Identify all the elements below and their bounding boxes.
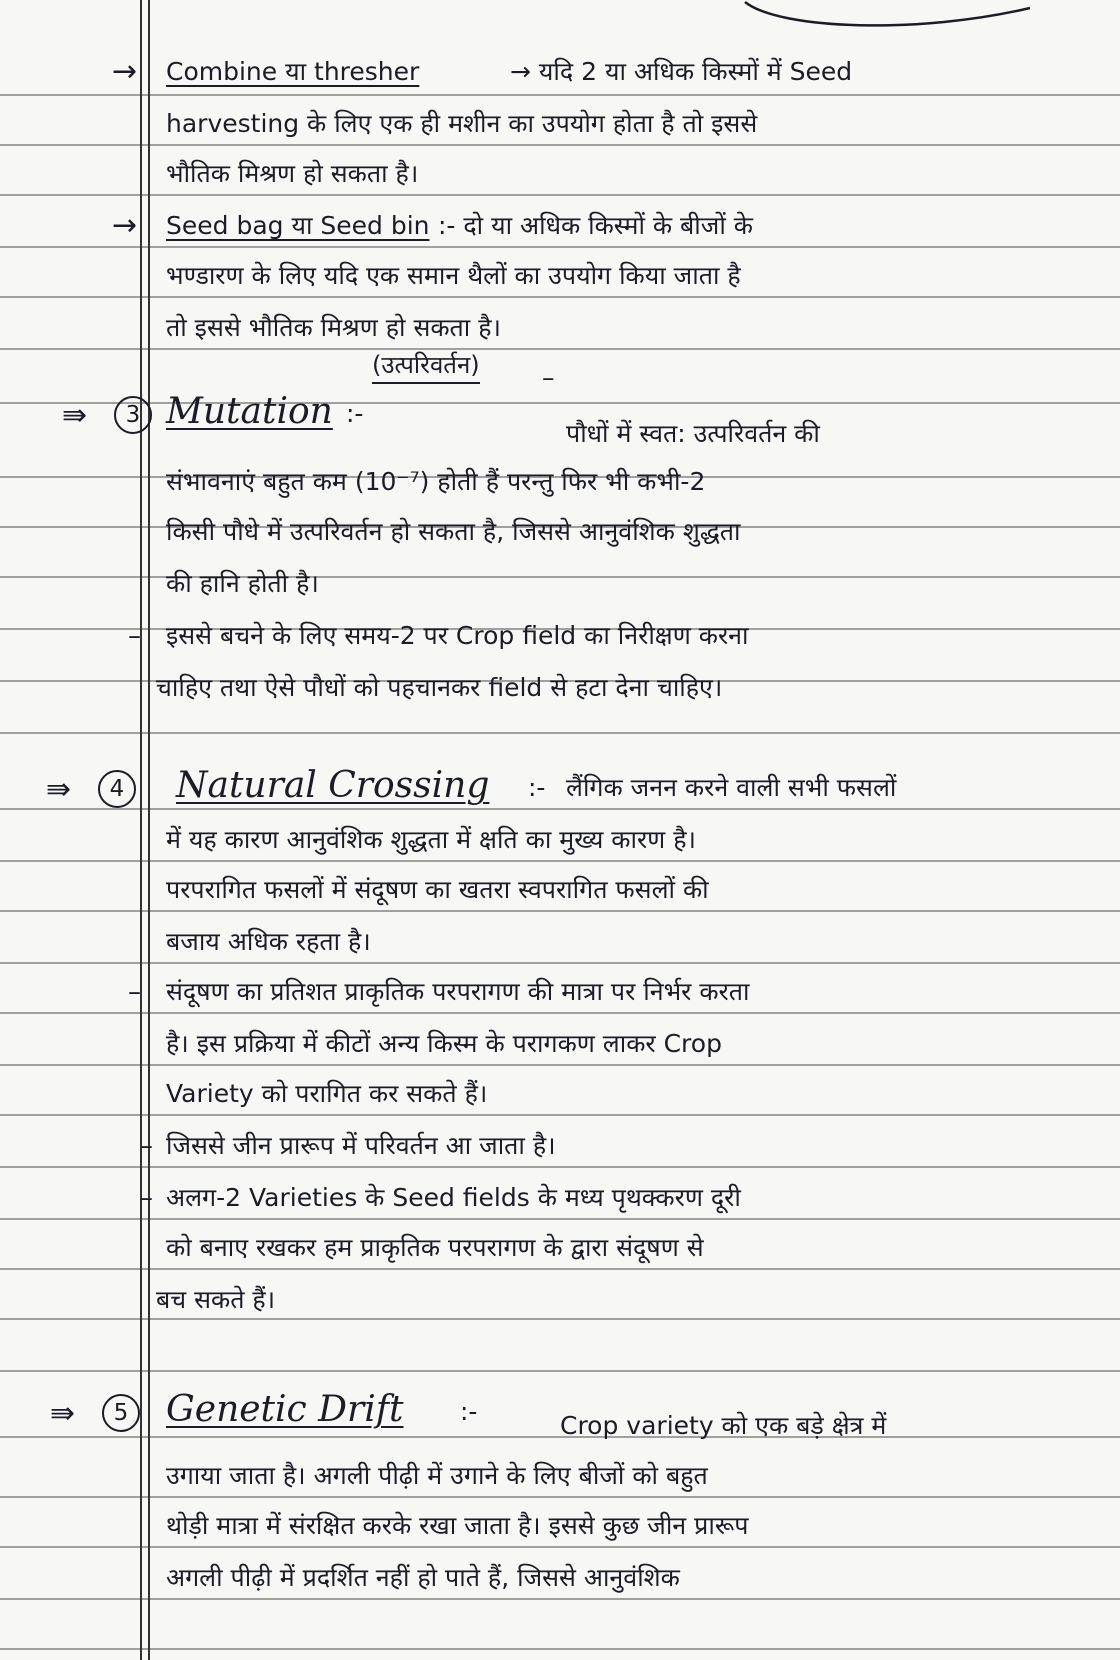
genetic-drift-line-2: उगाया जाता है। अगली पीढ़ी में उगाने के लिए बीजों को बहुत [166, 1461, 708, 1490]
seedbag-label: Seed bag या Seed bin [166, 211, 430, 240]
natural-crossing-b1-line-1: संदूषण का प्रतिशत प्राकृतिक परपरागण की मात्रा पर निर्भर करता [166, 977, 750, 1006]
natural-crossing-line-3: परपरागित फसलों में संदूषण का खतरा स्वपरागित फसलों की [166, 875, 709, 904]
ruled-line [0, 732, 1120, 734]
natural-crossing-title: Natural Crossing [176, 765, 490, 806]
double-arrow-icon: ⇛ [46, 772, 72, 807]
mutation-line-3: किसी पौधे में उत्परिवर्तन हो सकता है, जिससे आनुवंशिक शुद्धता [166, 517, 741, 546]
combine-line-1: → यदि 2 या अधिक किस्मों में Seed [510, 57, 853, 86]
seedbag-line-2: भण्डारण के लिए यदि एक समान थैलों का उपयोग किया जाता है [166, 261, 741, 290]
mutation-line-1: पौधों में स्वत: उत्परिवर्तन की [566, 419, 820, 448]
seedbag-line-3: तो इससे भौतिक मिश्रण हो सकता है। [166, 313, 501, 342]
natural-crossing-line-2: में यह कारण आनुवंशिक शुद्धता में क्षति का मुख्य कारण है। [166, 825, 696, 854]
mutation-hindi-title-suffix: – [542, 363, 555, 392]
mutation-hindi-title [372, 350, 480, 384]
bullet-dash: – [140, 1183, 153, 1213]
ruled-line [0, 808, 1120, 810]
double-arrow-icon: ⇛ [50, 1396, 76, 1431]
bullet-dash: – [140, 1131, 153, 1161]
arrow-icon: → [112, 208, 138, 243]
natural-crossing-b3-line-1: अलग-2 Varieties के Seed fields के मध्य पृथक्करण दूरी [166, 1183, 741, 1212]
genetic-drift-title: Genetic Drift [166, 1389, 404, 1430]
margin-line [140, 0, 142, 1660]
genetic-drift-title-suffix: :- [460, 1397, 478, 1426]
mutation-title-suffix: :- [346, 399, 364, 428]
double-arrow-icon: ⇛ [62, 398, 88, 433]
combine-line-2: harvesting के लिए एक ही मशीन का उपयोग होता है तो इससे [166, 109, 758, 138]
natural-crossing-line-1: लैंगिक जनन करने वाली सभी फसलों [566, 773, 897, 802]
arrow-icon: → [112, 54, 138, 89]
margin-line [148, 0, 150, 1660]
section-number-circle: 5 [102, 1394, 140, 1432]
mutation-bullet-line-1: इससे बचने के लिए समय-2 पर Crop field का निरीक्षण करना [166, 621, 749, 650]
bullet-dash: – [128, 977, 141, 1007]
natural-crossing-line-4: बजाय अधिक रहता है। [166, 927, 371, 956]
natural-crossing-title-suffix: :- [528, 773, 546, 802]
annotation-underline [372, 382, 480, 384]
natural-crossing-b1-line-3: Variety को परागित कर सकते हैं। [166, 1079, 488, 1108]
natural-crossing-b3-line-2: को बनाए रखकर हम प्राकृतिक परपरागण के द्वारा संदूषण से [166, 1233, 704, 1262]
natural-crossing-b3-line-3: बच सकते हैं। [156, 1285, 276, 1314]
genetic-drift-line-4: अगली पीढ़ी में प्रदर्शित नहीं हो पाते हैं, जिससे आनुवंशिक [166, 1563, 680, 1592]
section-number-circle: 3 [114, 396, 152, 434]
ruled-line [0, 1370, 1120, 1372]
mutation-line-2: संभावनाएं बहुत कम (10⁻⁷) होती हैं परन्तु फिर भी कभी-2 [166, 467, 706, 496]
mutation-line-4: की हानि होती है। [166, 569, 319, 598]
seedbag-line-1: :- दो या अधिक किस्मों के बीजों के [438, 211, 753, 240]
mutation-title: Mutation [166, 391, 333, 432]
natural-crossing-b2-line-1: जिससे जीन प्रारूप में परिवर्तन आ जाता है। [166, 1131, 556, 1160]
natural-crossing-b1-line-2: है। इस प्रक्रिया में कीटों अन्य किस्म के परागकण लाकर Crop [166, 1029, 722, 1058]
combine-label: Combine या thresher [166, 57, 420, 86]
combine-line-3: भौतिक मिश्रण हो सकता है। [166, 159, 419, 188]
section-number-circle: 4 [98, 770, 136, 808]
ruled-line [0, 94, 1120, 96]
genetic-drift-line-1: Crop variety को एक बड़े क्षेत्र में [560, 1411, 887, 1440]
ruled-line [0, 1648, 1120, 1650]
mutation-hindi-title-text: (उत्परिवर्तन) [372, 351, 480, 379]
bullet-dash: – [128, 621, 141, 651]
mutation-bullet-line-2: चाहिए तथा ऐसे पौधों को पहचानकर field से हटा देना चाहिए। [156, 673, 723, 702]
genetic-drift-line-3: थोड़ी मात्रा में संरक्षित करके रखा जाता है। इससे कुछ जीन प्रारूप [166, 1511, 749, 1540]
top-curve-doodle [740, 0, 1040, 36]
